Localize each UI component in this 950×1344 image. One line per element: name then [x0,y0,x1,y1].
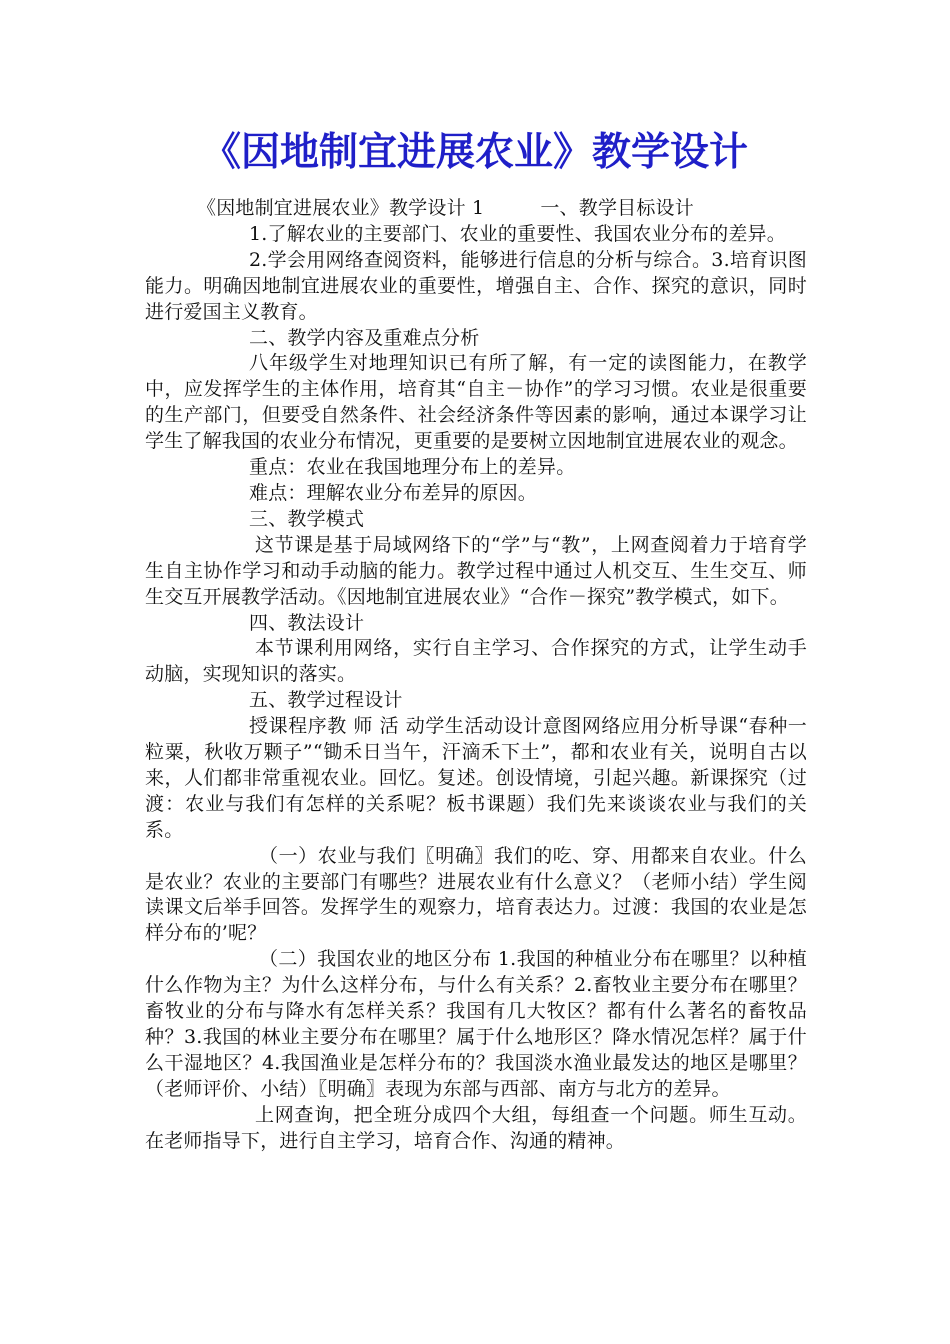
section-heading-goals: 一、教学目标设计 [540,197,694,219]
paragraph-key-point: 重点：农业在我国地理分布上的差异。 [249,456,576,479]
intro-paragraph [145,196,807,222]
paragraph-goal-2: 2.学会用网络查阅资料，能够进行信息的分析与综合。3.培育识图能力。明确因地制宜进展农业的重要性，增强自主、合作、探究的意识，同时进行爱国主义教育。 [145,248,807,323]
paragraph-content: 八年级学生对地理知识已有所了解，有一定的读图能力，在教学中，应发挥学生的主体作用，培育其“自主－协作”的学习习惯。农业是很重要的生产部门，但要受自然条件、社会经济条件等因素的影响，通过本课学习让学生了解我国的农业分布情况，更重要的是要树立因地制宜进展农业的观念。 [145,352,807,453]
paragraph-method: 本节课利用网络，实行自主学习、合作探究的方式，让学生动手动脑，实现知识的落实。 [145,637,807,686]
section-heading-process: 五、教学过程设计 [249,689,403,712]
paragraph-part-2: （二）我国农业的地区分布 1.我国的种植业分布在哪里？以种植什么作物为主？为什么这样分布，与什么有关系？2.畜牧业主要分布在哪里？畜牧业的分布与降水有怎样关系？我国有几大牧区？都有什么著名的畜牧品种？3.我国的林业主要分布在哪里？属于什么地形区？降水情况怎样？属于什么干湿地区？4.我国渔业是怎样分布的？我国淡水渔业最发达的地区是哪里？（老师评价、小结）〖明确〗表现为东部与西部、南方与北方的差异。 [145,948,807,1100]
paragraph-mode: 这节课是基于局域网络下的“学”与“教”，上网查阅着力于培育学生自主协作学习和动手动脑的能力。教学过程中通过人机交互、生生交互、师生交互开展教学活动。《因地制宜进展农业》“合作－探究”教学模式，如下。 [145,533,807,608]
document-title: 《因地制宜进展农业》教学设计 [201,129,748,175]
section-heading-content: 二、教学内容及重难点分析 [249,326,480,349]
paragraph-part-1: （一）农业与我们〖明确〗我们的吃、穿、用都来自农业。什么是农业？农业的主要部门有哪些？进展农业有什么意义？（老师小结）学生阅读课文后举手回答。发挥学生的观察力，培育表达力。过渡：我国的农业是怎样分布的’呢？ [145,844,807,945]
paragraph-process-intro: 授课程序教 师 活 动学生活动设计意图网络应用分析导课“春种一粒粟，秋收万颗子”“锄禾日当午，汗滴禾下土”，都和农业有关，说明自古以来，人们都非常重视农业。回忆。复述。创设情境，引起兴趣。新课探究（过渡：农业与我们有怎样的关系呢？板书课题）我们先来谈谈农业与我们的关系。 [145,715,807,841]
paragraph-online-query: 上网查询，把全班分成四个大组，每组查一个问题。师生互动。在老师指导下，进行自主学习，培育合作、沟通的精神。 [145,1103,807,1152]
section-heading-mode: 三、教学模式 [249,507,365,530]
section-heading-method: 四、教法设计 [249,611,365,634]
paragraph-goal-1: 1.了解农业的主要部门、农业的重要性、我国农业分布的差异。 [249,222,786,245]
subtitle-text: 《因地制宜进展农业》教学设计 1 [197,197,485,219]
document-body [145,196,807,1155]
paragraph-difficulty: 难点：理解农业分布差异的原因。 [249,481,538,504]
